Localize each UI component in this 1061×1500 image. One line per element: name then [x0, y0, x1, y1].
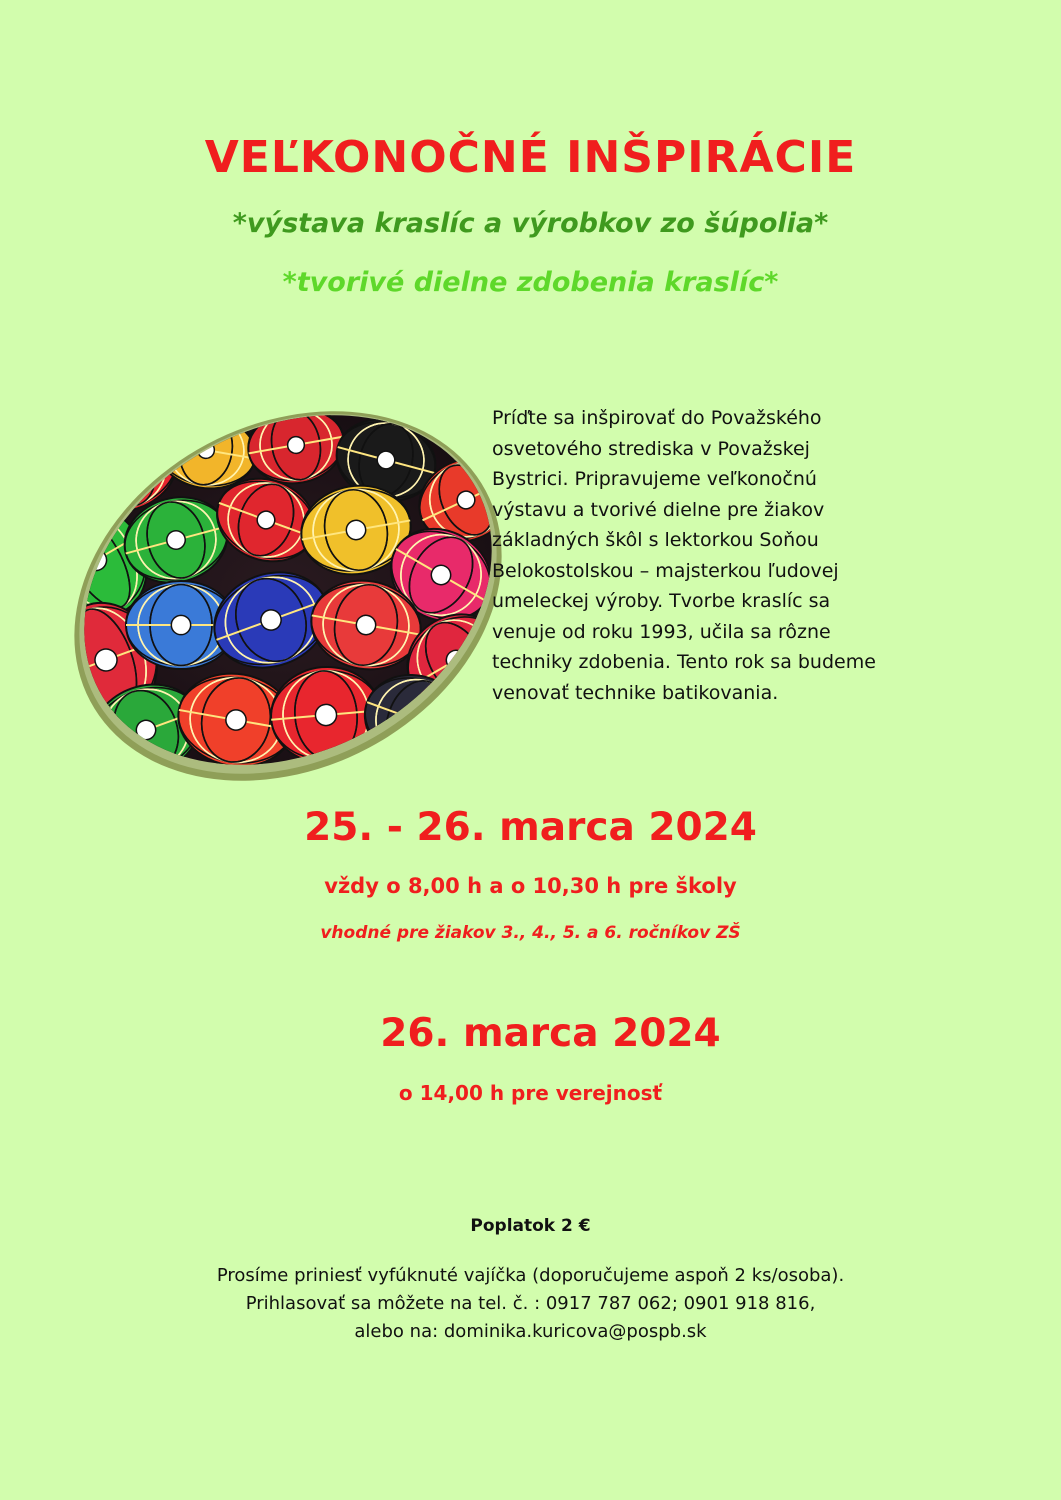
- intro-line: Bystrici. Pripravujeme veľkonočnú: [492, 468, 817, 490]
- intro-line: Príďte sa inšpirovať do Považského: [492, 407, 822, 429]
- school-grades: vhodné pre žiakov 3., 4., 5. a 6. ročníkov ZŠ: [320, 923, 741, 943]
- intro-line: techniky zdobenia. Tento rok sa budeme: [492, 651, 876, 673]
- footer-info: [0, 1262, 1061, 1346]
- fee-text: Poplatok 2 €: [470, 1216, 591, 1236]
- school-dates: 25. - 26. marca 2024: [304, 805, 757, 850]
- school-times: vždy o 8,00 h a o 10,30 h pre školy: [324, 874, 737, 898]
- intro-text: [492, 403, 935, 708]
- intro-line: umeleckej výroby. Tvorbe kraslíc sa: [492, 590, 831, 612]
- intro-line: výstavu a tvorivé dielne pre žiakov: [492, 498, 825, 521]
- workshops-subtitle: *tvorivé dielne zdobenia kraslíc*: [282, 267, 779, 298]
- public-time: o 14,00 h pre verejnosť: [398, 1081, 663, 1105]
- exhibition-subtitle: *výstava kraslíc a výrobkov zo šúpolia*: [232, 208, 829, 239]
- footer-line: Prosíme priniesť vyfúknuté vajíčka (doporučujeme aspoň 2 ks/osoba).: [216, 1265, 845, 1286]
- footer-line: alebo na: dominika.kuricova@pospb.sk: [354, 1321, 707, 1342]
- intro-line: osvetového strediska v Považskej: [492, 437, 810, 460]
- public-date: 26. marca 2024: [380, 1011, 721, 1056]
- easter-eggs-image: [56, 410, 516, 785]
- intro-line: Belokostolskou – majsterkou ľudovej: [492, 559, 839, 582]
- page-title: VEĽKONOČNÉ INŠPIRÁCIE: [204, 132, 857, 183]
- footer-line: Prihlasovať sa môžete na tel. č. : 0917 787 062; 0901 918 816,: [245, 1293, 816, 1314]
- intro-line: základných škôl s lektorkou Soňou: [492, 529, 819, 551]
- intro-line: venuje od roku 1993, učila sa rôzne: [492, 620, 831, 643]
- intro-line: venovať technike batikovania.: [492, 681, 779, 704]
